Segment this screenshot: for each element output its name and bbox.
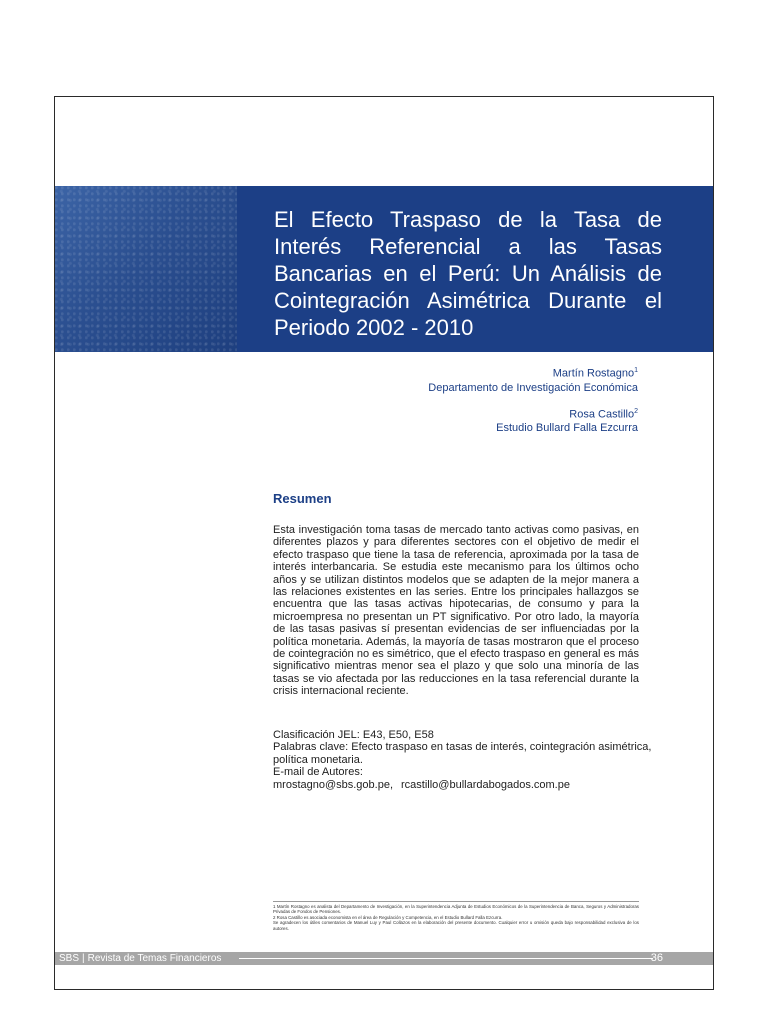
author-entry <box>428 405 638 436</box>
author-name-text: Martín Rostagno <box>552 367 635 380</box>
banner-texture-image <box>55 186 237 352</box>
abstract-heading: Resumen <box>273 491 332 506</box>
email-link[interactable]: rcastillo@bullardabogados.com.pe <box>401 778 570 791</box>
footer-publisher: SBS <box>59 953 80 964</box>
article-metadata <box>273 729 653 791</box>
footnote: 2 Rosa Castillo es asociada economista en el área de Regulación y Competencia, en el Estudio Bullard Falla Ezcurra. <box>273 914 503 920</box>
footer-journal <box>59 952 221 965</box>
page-number: 36 <box>650 952 663 964</box>
author-affiliation: Departamento de Investigación Económica <box>428 381 638 394</box>
abstract-body: Esta investigación toma tasas de mercado tanto activas como pasivas, en diferentes plazos y para diferentes sectores con el objetivo de medir el efecto traspaso que tiene la tasa de referencia, aproximada por la tasa de interés interbancaria. Se estudia este mecanismo para los últimos ocho años y se utilizan distintos modelos que se adapten de la mejor manera a las relaciones existentes en las series. Entre los principales hallazgos se encuentra que las tasas activas hipotecarias, de consumo y para la microempresa no presentan un PT significativo. Por otro lado, la mayoría de las tasas pasivas sí presentan evidencias de ser influenciadas por la política monetaria. Además, la mayoría de tasas mostraron que el proceso de cointegración no es simétrico, que el efecto traspaso en general es más significativo mientras menor sea el plazo y que solo una minoría de las tasas se vio afectada por las reducciones en la tasa referencial durante la crisis internacional reciente. <box>273 524 639 698</box>
keywords: Palabras clave: Efecto traspaso en tasas de interés, cointegración asimétrica, política monetaria. <box>273 741 652 766</box>
author-name <box>428 405 638 422</box>
author-list <box>428 364 638 445</box>
footer-rule <box>239 958 653 959</box>
article-title: El Efecto Traspaso de la Tasa de Interés Referencial a las Tasas Bancarias en el Perú: Un Análisis de Cointegración Asimétrica Durante el Periodo 2002 - 2010 <box>274 207 662 340</box>
author-name-text: Rosa Castillo <box>569 408 635 421</box>
author-name <box>428 364 638 381</box>
footnote-marker: 2 <box>634 407 638 415</box>
author-entry <box>428 364 638 395</box>
page-footer <box>55 952 713 965</box>
email-label: E-mail de Autores: <box>273 766 363 779</box>
author-affiliation: Estudio Bullard Falla Ezcurra <box>496 422 638 435</box>
footer-journal-name: Revista de Temas Financieros <box>87 953 222 964</box>
footnote-divider <box>273 901 639 902</box>
footnote-marker: 1 <box>634 367 638 374</box>
footer-separator: | <box>82 953 85 964</box>
footnote: Se agradecen los útiles comentarios de Manuel Luy y Paul Collazos en la elaboración del presente documento. Cualquier error u omisión queda bajo responsabilidad exclusiva de los autores. <box>273 920 639 931</box>
footnote: 1 Martín Rostagno es analista del Departamento de Investigación, en la Superintendencia Adjunta de Estudios Económicos de la Superintendencia de Banca, Seguros y Administradoras Privadas de Fondos de Pensiones. <box>273 904 639 915</box>
jel-classification: Clasificación JEL: E43, E50, E58 <box>273 729 434 741</box>
footnotes <box>273 904 639 931</box>
author-emails <box>273 779 653 791</box>
email-link[interactable]: mrostagno@sbs.gob.pe, <box>273 778 394 791</box>
